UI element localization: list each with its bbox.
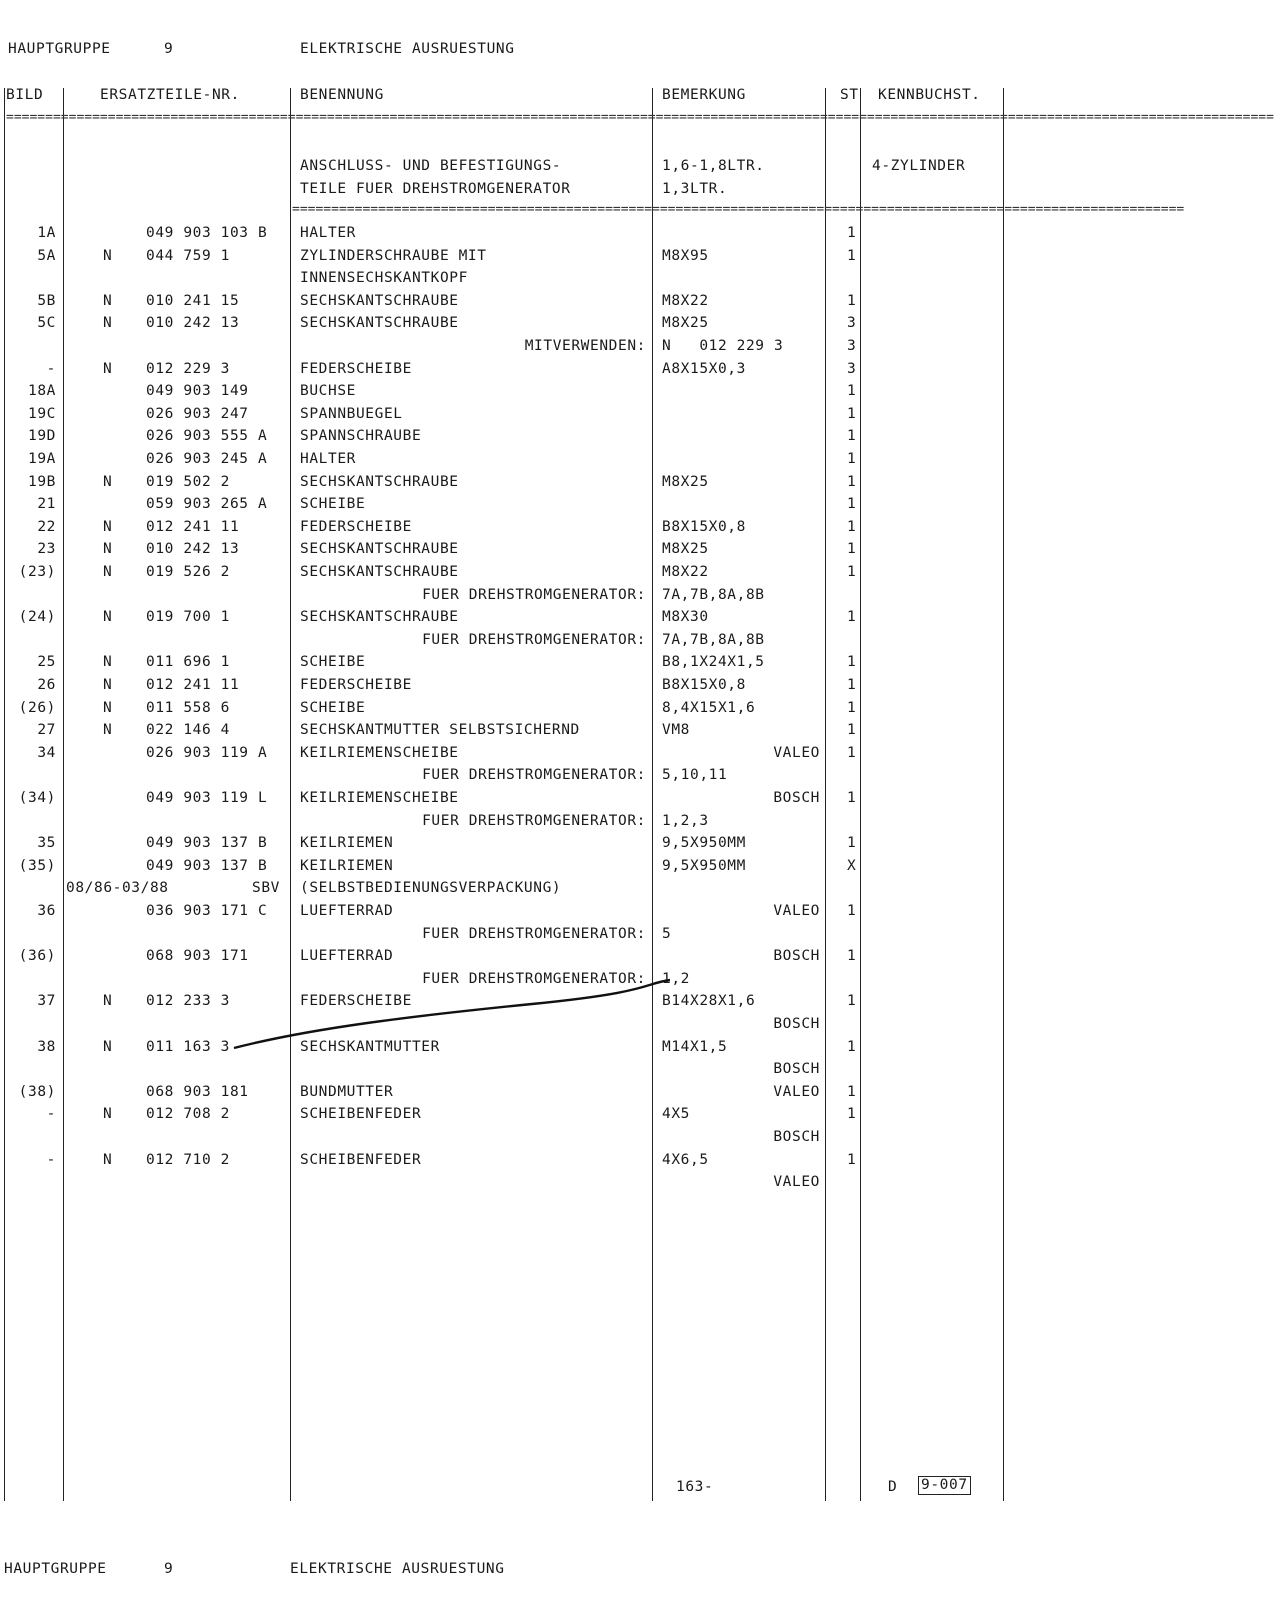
row-remark: B14X28X1,6 bbox=[662, 993, 756, 1009]
row-bild: 5B bbox=[37, 293, 56, 309]
row-name: SECHSKANTSCHRAUBE bbox=[300, 315, 459, 331]
row-quantity: 1 bbox=[847, 1084, 857, 1100]
column-header-bemerkung: BEMERKUNG bbox=[662, 87, 746, 103]
row-quantity: 1 bbox=[847, 948, 857, 964]
row-part-number: 012 229 3 bbox=[146, 361, 230, 377]
row-bild: - bbox=[46, 1152, 56, 1168]
language-code: D bbox=[888, 1479, 898, 1495]
row-quantity: 1 bbox=[847, 993, 857, 1009]
row-name: HALTER bbox=[300, 451, 356, 467]
row-name: SPANNSCHRAUBE bbox=[300, 428, 422, 444]
row-supplier: VALEO bbox=[773, 1174, 820, 1190]
row-remark: B8X15X0,8 bbox=[662, 677, 746, 693]
row-remark: 4X5 bbox=[662, 1106, 690, 1122]
row-part-number: 012 233 3 bbox=[146, 993, 230, 1009]
column-rule-bild bbox=[63, 88, 64, 1501]
row-quantity: 1 bbox=[847, 903, 857, 919]
row-bild: - bbox=[46, 1106, 56, 1122]
row-bild: (23) bbox=[18, 564, 56, 580]
section-title-line-1: ANSCHLUSS- UND BEFESTIGUNGS- bbox=[300, 158, 562, 174]
column-rule-bemerkung bbox=[825, 88, 826, 1501]
row-part-number: 026 903 247 bbox=[146, 406, 249, 422]
header-title: ELEKTRISCHE AUSRUESTUNG bbox=[300, 41, 515, 57]
row-n-prefix: N bbox=[103, 248, 113, 264]
row-remark: 5,10,11 bbox=[662, 767, 728, 783]
row-quantity: 1 bbox=[847, 564, 857, 580]
row-part-number: 011 163 3 bbox=[146, 1039, 230, 1055]
row-bild: 36 bbox=[37, 903, 56, 919]
row-quantity: 1 bbox=[847, 293, 857, 309]
row-n-prefix: N bbox=[103, 474, 113, 490]
row-n-prefix: N bbox=[103, 361, 113, 377]
row-name: BUCHSE bbox=[300, 383, 356, 399]
row-n-prefix: N bbox=[103, 1106, 113, 1122]
row-bild: 35 bbox=[37, 835, 56, 851]
row-name: SECHSKANTSCHRAUBE bbox=[300, 541, 459, 557]
row-part-number: 012 241 11 bbox=[146, 519, 240, 535]
row-n-prefix: N bbox=[103, 293, 113, 309]
row-quantity: 1 bbox=[847, 677, 857, 693]
page-code: 9-007 bbox=[918, 1476, 971, 1495]
row-supplier: BOSCH bbox=[773, 1016, 820, 1032]
section-remark-2: 1,3LTR. bbox=[662, 181, 728, 197]
row-remark: M8X25 bbox=[662, 315, 709, 331]
row-quantity: 3 bbox=[847, 338, 857, 354]
row-bild: 18A bbox=[28, 383, 56, 399]
row-bild: 19D bbox=[28, 428, 56, 444]
row-part-number: 059 903 265 A bbox=[146, 496, 268, 512]
row-quantity: 1 bbox=[847, 1106, 857, 1122]
row-quantity: 1 bbox=[847, 722, 857, 738]
row-name-note: FUER DREHSTROMGENERATOR: bbox=[422, 767, 646, 783]
row-part-number: 011 558 6 bbox=[146, 700, 230, 716]
row-bild: 23 bbox=[37, 541, 56, 557]
row-name: SCHEIBE bbox=[300, 700, 366, 716]
column-rule-ersatzteile bbox=[290, 88, 291, 1501]
row-part-number: 049 903 103 B bbox=[146, 225, 268, 241]
row-part-number: 049 903 137 B bbox=[146, 858, 268, 874]
row-bild: (26) bbox=[18, 700, 56, 716]
row-supplier: BOSCH bbox=[773, 790, 820, 806]
row-quantity: X bbox=[847, 858, 857, 874]
row-part-number: 019 700 1 bbox=[146, 609, 230, 625]
row-part-number: 012 708 2 bbox=[146, 1106, 230, 1122]
row-quantity: 1 bbox=[847, 745, 857, 761]
footer-title: ELEKTRISCHE AUSRUESTUNG bbox=[290, 1561, 505, 1577]
row-quantity: 1 bbox=[847, 609, 857, 625]
row-remark: N 012 229 3 bbox=[662, 338, 784, 354]
row-bild: 22 bbox=[37, 519, 56, 535]
row-name: KEILRIEMEN bbox=[300, 858, 394, 874]
row-n-prefix: N bbox=[103, 1152, 113, 1168]
row-quantity: 1 bbox=[847, 474, 857, 490]
row-remark: VM8 bbox=[662, 722, 690, 738]
row-bild: 5C bbox=[37, 315, 56, 331]
column-rule-st bbox=[860, 88, 861, 1501]
column-rule-left bbox=[4, 88, 5, 1501]
row-quantity: 1 bbox=[847, 225, 857, 241]
row-bild: 5A bbox=[37, 248, 56, 264]
row-n-prefix: N bbox=[103, 315, 113, 331]
row-remark: 7A,7B,8A,8B bbox=[662, 587, 765, 603]
section-remark-1: 1,6-1,8LTR. bbox=[662, 158, 765, 174]
row-name: KEILRIEMEN bbox=[300, 835, 394, 851]
row-bild: 1A bbox=[37, 225, 56, 241]
row-name: (SELBSTBEDIENUNGSVERPACKUNG) bbox=[300, 880, 562, 896]
row-quantity: 1 bbox=[847, 654, 857, 670]
header-gruppe-label: HAUPTGRUPPE bbox=[8, 41, 111, 57]
row-remark: M8X30 bbox=[662, 609, 709, 625]
row-remark: 9,5X950MM bbox=[662, 835, 746, 851]
row-n-prefix: N bbox=[103, 677, 113, 693]
row-supplier: VALEO bbox=[773, 903, 820, 919]
row-supplier: VALEO bbox=[773, 745, 820, 761]
row-remark: M8X25 bbox=[662, 474, 709, 490]
row-part-number: 049 903 149 bbox=[146, 383, 249, 399]
page-number: 163- bbox=[676, 1479, 714, 1495]
row-bild: 19A bbox=[28, 451, 56, 467]
row-quantity: 1 bbox=[847, 406, 857, 422]
row-part-number: 068 903 171 bbox=[146, 948, 249, 964]
row-bild: - bbox=[46, 361, 56, 377]
row-bild: 38 bbox=[37, 1039, 56, 1055]
row-part-number: 012 710 2 bbox=[146, 1152, 230, 1168]
row-bild: 27 bbox=[37, 722, 56, 738]
row-remark: M8X22 bbox=[662, 564, 709, 580]
row-part-number: 011 696 1 bbox=[146, 654, 230, 670]
row-name: LUEFTERRAD bbox=[300, 948, 394, 964]
row-quantity: 1 bbox=[847, 519, 857, 535]
row-n-prefix: N bbox=[103, 1039, 113, 1055]
row-remark: M8X95 bbox=[662, 248, 709, 264]
row-bild: 25 bbox=[37, 654, 56, 670]
row-name-note: FUER DREHSTROMGENERATOR: bbox=[422, 971, 646, 987]
section-title-line-2: TEILE FUER DREHSTROMGENERATOR bbox=[300, 181, 571, 197]
row-bild: (38) bbox=[18, 1084, 56, 1100]
row-remark: B8,1X24X1,5 bbox=[662, 654, 765, 670]
row-supplier: BOSCH bbox=[773, 948, 820, 964]
row-remark: M8X25 bbox=[662, 541, 709, 557]
row-sbv: SBV bbox=[252, 880, 280, 896]
row-quantity: 1 bbox=[847, 541, 857, 557]
row-remark: B8X15X0,8 bbox=[662, 519, 746, 535]
section-separator: ================================================================================================================== bbox=[292, 202, 1185, 217]
row-name: FEDERSCHEIBE bbox=[300, 993, 412, 1009]
row-quantity: 1 bbox=[847, 790, 857, 806]
row-quantity: 3 bbox=[847, 315, 857, 331]
header-separator: ================================================================================================================================================================== bbox=[6, 110, 1274, 125]
row-name: SCHEIBENFEDER bbox=[300, 1152, 422, 1168]
row-n-prefix: N bbox=[103, 519, 113, 535]
row-part-number: 010 241 15 bbox=[146, 293, 240, 309]
row-bild: 21 bbox=[37, 496, 56, 512]
row-n-prefix: N bbox=[103, 654, 113, 670]
row-bild: (35) bbox=[18, 858, 56, 874]
row-quantity: 1 bbox=[847, 1039, 857, 1055]
row-name: LUEFTERRAD bbox=[300, 903, 394, 919]
row-part-number: 049 903 137 B bbox=[146, 835, 268, 851]
row-quantity: 1 bbox=[847, 248, 857, 264]
row-name: SPANNBUEGEL bbox=[300, 406, 403, 422]
row-name: KEILRIEMENSCHEIBE bbox=[300, 790, 459, 806]
row-n-prefix: N bbox=[103, 541, 113, 557]
row-bild: 34 bbox=[37, 745, 56, 761]
row-name-note: FUER DREHSTROMGENERATOR: bbox=[422, 587, 646, 603]
row-remark: M14X1,5 bbox=[662, 1039, 728, 1055]
row-name: SECHSKANTSCHRAUBE bbox=[300, 293, 459, 309]
row-name: SECHSKANTSCHRAUBE bbox=[300, 609, 459, 625]
row-name: SECHSKANTMUTTER SELBSTSICHERND bbox=[300, 722, 580, 738]
row-bild: 19B bbox=[28, 474, 56, 490]
row-part-number: 068 903 181 bbox=[146, 1084, 249, 1100]
row-name: KEILRIEMENSCHEIBE bbox=[300, 745, 459, 761]
row-remark: 9,5X950MM bbox=[662, 858, 746, 874]
row-n-prefix: N bbox=[103, 564, 113, 580]
row-name-note: FUER DREHSTROMGENERATOR: bbox=[422, 632, 646, 648]
row-n-prefix: N bbox=[103, 609, 113, 625]
row-name: SCHEIBENFEDER bbox=[300, 1106, 422, 1122]
row-part-number: 026 903 555 A bbox=[146, 428, 268, 444]
row-name: FEDERSCHEIBE bbox=[300, 677, 412, 693]
row-name-note: FUER DREHSTROMGENERATOR: bbox=[422, 813, 646, 829]
row-remark: 1,2 bbox=[662, 971, 690, 987]
row-date-range: 08/86-03/88 bbox=[66, 880, 169, 896]
row-part-number: 049 903 119 L bbox=[146, 790, 268, 806]
row-part-number: 022 146 4 bbox=[146, 722, 230, 738]
row-quantity: 1 bbox=[847, 1152, 857, 1168]
row-remark: 8,4X15X1,6 bbox=[662, 700, 756, 716]
row-part-number: 026 903 245 A bbox=[146, 451, 268, 467]
row-name: HALTER bbox=[300, 225, 356, 241]
row-supplier: BOSCH bbox=[773, 1129, 820, 1145]
row-part-number: 010 242 13 bbox=[146, 315, 240, 331]
column-header-benennung: BENENNUNG bbox=[300, 87, 384, 103]
row-supplier: VALEO bbox=[773, 1084, 820, 1100]
row-remark: M8X22 bbox=[662, 293, 709, 309]
header-gruppe-number: 9 bbox=[164, 41, 174, 57]
row-quantity: 1 bbox=[847, 451, 857, 467]
row-part-number: 012 241 11 bbox=[146, 677, 240, 693]
row-quantity: 1 bbox=[847, 496, 857, 512]
row-name: FEDERSCHEIBE bbox=[300, 519, 412, 535]
row-bild: (34) bbox=[18, 790, 56, 806]
row-part-number: 026 903 119 A bbox=[146, 745, 268, 761]
row-n-prefix: N bbox=[103, 700, 113, 716]
row-quantity: 1 bbox=[847, 835, 857, 851]
row-quantity: 1 bbox=[847, 383, 857, 399]
row-remark: 4X6,5 bbox=[662, 1152, 709, 1168]
row-name: SECHSKANTMUTTER bbox=[300, 1039, 440, 1055]
row-quantity: 1 bbox=[847, 428, 857, 444]
column-rule-benennung bbox=[652, 88, 653, 1501]
row-part-number: 019 526 2 bbox=[146, 564, 230, 580]
row-name: INNENSECHSKANTKOPF bbox=[300, 270, 468, 286]
row-name-note: FUER DREHSTROMGENERATOR: bbox=[422, 926, 646, 942]
column-header-ersatzteile: ERSATZTEILE-NR. bbox=[100, 87, 240, 103]
row-part-number: 010 242 13 bbox=[146, 541, 240, 557]
row-name-note: MITVERWENDEN: bbox=[524, 338, 646, 354]
column-rule-right bbox=[1003, 88, 1004, 1501]
row-bild: (24) bbox=[18, 609, 56, 625]
column-header-st: ST bbox=[840, 87, 859, 103]
row-name: BUNDMUTTER bbox=[300, 1084, 394, 1100]
row-remark: 1,2,3 bbox=[662, 813, 709, 829]
footer-gruppe-number: 9 bbox=[164, 1561, 174, 1577]
row-bild: (36) bbox=[18, 948, 56, 964]
row-name: FEDERSCHEIBE bbox=[300, 361, 412, 377]
footer-gruppe-label: HAUPTGRUPPE bbox=[4, 1561, 107, 1577]
column-header-bild: BILD bbox=[6, 87, 44, 103]
row-part-number: 044 759 1 bbox=[146, 248, 230, 264]
row-name: SCHEIBE bbox=[300, 496, 366, 512]
row-remark: 5 bbox=[662, 926, 672, 942]
row-quantity: 3 bbox=[847, 361, 857, 377]
row-name: SCHEIBE bbox=[300, 654, 366, 670]
row-name: ZYLINDERSCHRAUBE MIT bbox=[300, 248, 487, 264]
row-bild: 26 bbox=[37, 677, 56, 693]
row-part-number: 019 502 2 bbox=[146, 474, 230, 490]
handwritten-strike-through bbox=[232, 976, 672, 1056]
row-remark: 7A,7B,8A,8B bbox=[662, 632, 765, 648]
section-kennbuchstabe: 4-ZYLINDER bbox=[872, 158, 966, 174]
row-n-prefix: N bbox=[103, 722, 113, 738]
row-n-prefix: N bbox=[103, 993, 113, 1009]
row-bild: 19C bbox=[28, 406, 56, 422]
row-name: SECHSKANTSCHRAUBE bbox=[300, 564, 459, 580]
row-bild: 37 bbox=[37, 993, 56, 1009]
row-quantity: 1 bbox=[847, 700, 857, 716]
row-name: SECHSKANTSCHRAUBE bbox=[300, 474, 459, 490]
row-remark: A8X15X0,3 bbox=[662, 361, 746, 377]
column-header-kennbuchst: KENNBUCHST. bbox=[878, 87, 981, 103]
row-part-number: 036 903 171 C bbox=[146, 903, 268, 919]
row-supplier: BOSCH bbox=[773, 1061, 820, 1077]
